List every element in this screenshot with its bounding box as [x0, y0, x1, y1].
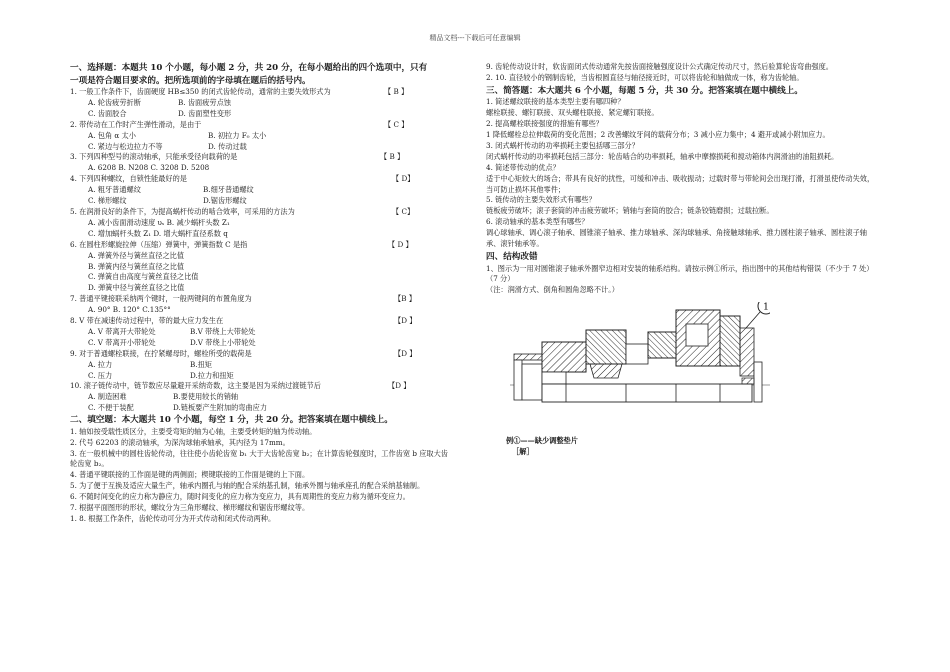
- option-a: A. 包角 α 太小: [88, 130, 136, 140]
- short-question-3: 3. 闭式蜗杆传动的功率损耗主要包括哪三部分？: [486, 140, 639, 150]
- question-text: 8. V 带在减速传动过程中，带的最大应力发生在: [70, 316, 224, 326]
- fill-item-3: 3. 在一般机械中的圆柱齿轮传动，往往使小齿轮齿宽 b₁ 大于大齿轮齿宽 b₂；在计算齿轮强度时，工作齿宽 b 应取大齿轮齿宽 b₂。: [70, 448, 448, 469]
- option-d: D.锯齿形螺纹: [203, 196, 247, 206]
- fill-item-8: 1. 8. 根据工作条件，齿轮传动可分为开式传动和闭式传动两种。: [70, 513, 276, 523]
- fill-item-7: 7. 根据平面图形的形状，螺纹分为三角形螺纹、梯形螺纹和锯齿形螺纹等。: [70, 503, 310, 513]
- section-4-title: 四、结构改错: [486, 252, 538, 262]
- short-question-4: 4. 简述带传动的优点？: [486, 162, 560, 172]
- question-1: [70, 87, 452, 98]
- question-6: [70, 240, 452, 251]
- options-row: [70, 371, 452, 382]
- option-d: D. 弹簧中径与簧丝直径之比值: [88, 283, 185, 293]
- question-5: [70, 207, 452, 218]
- structure-note: （注：润滑方式、倒角和圆角忽略不计。）: [486, 285, 619, 295]
- section-1-title-line-2: 一项是符合题目要求的。把所选项前的字母填在题后的括号内。: [70, 75, 311, 86]
- page-header: 精品文档---下载后可任意编辑: [429, 34, 521, 42]
- question-text: 10. 滚子链传动中，链节数应尽量避开采纳奇数，这主要是因为采纳过渡链节后: [70, 381, 321, 391]
- option-c: C. 压力: [88, 370, 113, 380]
- option-d: D. 传动过载: [208, 141, 247, 151]
- option-c: C. 不便于装配: [88, 403, 134, 413]
- figure-caption: 例①——缺少调整垫片: [506, 436, 578, 446]
- option-c: C. 齿面胶合: [88, 108, 127, 118]
- option-a: A. 拉力: [88, 359, 113, 369]
- callout-marker: 1: [763, 302, 769, 313]
- options-row: [70, 338, 452, 349]
- options-row: A. 90° B. 120° C.135°°: [88, 305, 171, 315]
- short-question-2: 2. 提高螺栓联接强度的措施有哪些？: [486, 119, 603, 129]
- options-row: A. 减小齿面滑动速度 υₛ B. 减少蜗杆头数 Z₁: [88, 217, 230, 227]
- answer-bracket: 【D 】: [388, 381, 411, 391]
- options-row: [70, 392, 452, 403]
- option-c: C. 梯形螺纹: [88, 196, 127, 206]
- answer-bracket: 【D 】: [394, 348, 417, 358]
- options-row: [70, 142, 452, 153]
- answer-bracket: 【 B 】: [384, 87, 409, 96]
- short-answer-1: 螺栓联接、螺钉联接、双头螺柱联接、紧定螺钉联接。: [486, 108, 659, 118]
- right-column: [486, 62, 878, 458]
- section-3-title: 三、简答题：本大题共 6 个小题，每题 5 分，共 30 分。把答案填在题中横线上。: [486, 85, 803, 96]
- answer-bracket: 【 C】: [392, 206, 415, 216]
- section-1-title-line-1: 一、选择题：本题共 10 个小题，每小题 2 分，共 20 分，在每小题给出的四个选项中，只有: [70, 63, 428, 73]
- answer-bracket: 【 D 】: [388, 239, 413, 249]
- option-a: A. V 带离开大带轮处: [88, 326, 156, 336]
- question-text: 9. 对于普通螺栓联接，在拧紧螺母时，螺栓所受的载荷是: [70, 348, 252, 358]
- short-question-1: 1. 简述螺纹联接的基本类型主要有哪四种？: [486, 97, 625, 107]
- question-8: [70, 316, 452, 327]
- short-question-6: 6. 滚动轴承的基本类型有哪些？: [486, 217, 589, 227]
- question-text: 4. 下列四种螺纹，自锁性能最好的是: [70, 174, 187, 184]
- option-b: B. 弹簧内径与簧丝直径之比值: [88, 261, 185, 271]
- fill-item-10: 2. 10. 直径较小的钢制齿轮，当齿根圆直径与轴径接近时，可以将齿轮和轴做成一体，称为齿轮轴。: [486, 72, 804, 82]
- fill-item-5: 5. 为了便于互换及适应大量生产，轴承内圈孔与轴的配合采纳基孔制，轴承外圈与轴承座孔的配合采纳基轴制。: [70, 481, 425, 491]
- option-d: D.V 带绕上小带轮处: [190, 337, 256, 347]
- option-b: B.V 带绕上大带轮处: [190, 326, 256, 336]
- options-row: [70, 403, 452, 414]
- answer-bracket: 【 D】: [392, 174, 415, 184]
- options-row: [70, 327, 452, 338]
- structure-problem: 1、图示为一用对圆锥滚子轴承外圈窄边相对安装的轴系结构。请按示例①所示，指出图中的其他结构错误（不少于 7 处）（7 分）: [486, 263, 874, 284]
- option-c: C. 弹簧自由高度与簧丝直径之比值: [88, 272, 199, 282]
- option-b: B. 初拉力 F₀ 太小: [208, 130, 267, 140]
- option-a: A. 轮齿疲劳折断: [88, 97, 141, 107]
- answer-bracket: 【 C 】: [384, 119, 409, 129]
- short-answer-4: 适于中心矩较大的场合；带具有良好的扰性，可缓和冲击、吸收振动；过载时带与带轮间会出现打滑，打滑虽使传动失效，当可防止损坏其他零件；: [486, 173, 875, 194]
- short-answer-3: 闭式蜗杆传动的功率损耗包括三部分：轮齿啮合的功率损耗，轴承中摩擦损耗和搅动箱体内润滑油的油阻损耗。: [486, 151, 839, 161]
- option-b: B.细牙普通螺纹: [203, 185, 254, 195]
- answer-bracket: 【B 】: [394, 294, 416, 304]
- options-row: [70, 98, 452, 109]
- question-7: [70, 294, 452, 305]
- options-row: C. 增加蜗杆头数 Z₁ D. 增大蜗杆直径系数 q: [88, 228, 228, 238]
- option-a: A. 制造困难: [88, 392, 127, 402]
- fill-item-4: 4. 普通平键联接的工作面是键的两侧面；楔键联接的工作面是键的上下面。: [70, 470, 310, 480]
- options-row: [70, 131, 452, 142]
- option-b: B.要使用较长的销轴: [173, 392, 239, 402]
- option-c: C. 紧边与松边拉力不等: [88, 141, 163, 151]
- short-answer-5: 链板疲劳破坏；滚子套筒的冲击疲劳破坏；销轴与套筒的胶合；链条铰链磨损；过载拉断。: [486, 206, 774, 216]
- solution-label: ［解］: [512, 447, 534, 457]
- options-row: [70, 360, 452, 371]
- options-row: [70, 109, 452, 120]
- options-row: [70, 185, 452, 196]
- answer-bracket: 【D 】: [394, 316, 417, 326]
- option-d: D.链板要产生附加的弯曲应力: [173, 403, 268, 413]
- question-3: [70, 152, 452, 163]
- question-text: 5. 在润滑良好的条件下，为提高蜗杆传动的啮合效率，可采用的方法为: [70, 206, 295, 216]
- short-answer-6: 调心球轴承、调心滚子轴承、圆锥滚子轴承、推力球轴承、深沟球轴承、角接触球轴承、推力圆柱滚子轴承、圆柱滚子轴承、滚针轴承等。: [486, 228, 867, 249]
- fill-item-9: 9. 齿轮传动设计时，软齿面闭式传动通常先按齿面接触强度设计公式确定传动尺寸，然后验算轮齿弯曲强度。: [486, 62, 833, 71]
- section-2-title: 二、填空题：本大题共 10 个小题，每空 1 分，共 20 分。把答案填在题中横线上。: [70, 415, 393, 426]
- options-row: [70, 196, 452, 207]
- short-answer-2: 1 降低螺栓总拉伸载荷的变化范围；2 改善螺纹牙间的载荷分布；3 减小应力集中；4 避开或减小附加应力。: [486, 130, 830, 140]
- left-column: [70, 62, 452, 525]
- option-b: B.扭矩: [190, 359, 212, 369]
- option-a: A. 粗牙普通螺纹: [88, 185, 141, 195]
- fill-item-6: 6. 不随时间变化的应力称为静应力，随时间变化的应力称为变应力，具有周期性的变应力称为循环变应力。: [70, 492, 410, 502]
- option-b: B. 齿面疲劳点蚀: [178, 97, 231, 107]
- option-d: D. 齿面塑性变形: [178, 108, 232, 118]
- option-d: D.拉力和扭矩: [190, 370, 234, 380]
- question-text: 6. 在圆柱形螺旋拉伸（压缩）弹簧中，弹簧指数 C 是指: [70, 239, 248, 249]
- question-4: [70, 174, 452, 185]
- shaft-assembly-svg: [510, 302, 770, 432]
- question-text: 7. 普通平键接联采纳两个键时，一般两键间的布置角度为: [70, 294, 252, 304]
- question-text: 1. 一般工作条件下，齿面硬度 HB≤350 的闭式齿轮传动，通常的主要失效形式为: [70, 87, 331, 96]
- answer-bracket: 【 B 】: [380, 152, 405, 162]
- question-9: [70, 349, 452, 360]
- shaft-assembly-drawing: [510, 302, 770, 432]
- question-10: [70, 381, 452, 392]
- question-text: 3. 下列四种型号的滚动轴承，只能承受径向载荷的是: [70, 152, 238, 162]
- option-c: C. V 带离开小带轮处: [88, 337, 156, 347]
- options-row: A. 6208 B. N208 C. 3208 D. 5208: [88, 163, 210, 173]
- fill-item-1: 1. 轴如按受载性质区分，主要受弯矩的轴为心轴，主要受转矩的轴为传动轴。: [70, 426, 317, 436]
- question-text: 2. 带传动在工作时产生弹性滑动，是由于: [70, 119, 202, 129]
- option-a: A. 弹簧外径与簧丝直径之比值: [88, 250, 185, 260]
- question-2: [70, 120, 452, 131]
- fill-item-2: 2. 代号 62203 的滚动轴承，为深沟球轴承轴承，其内径为 17mm。: [70, 437, 290, 447]
- short-question-5: 5. 链传动的主要失效形式有哪些？: [486, 195, 596, 205]
